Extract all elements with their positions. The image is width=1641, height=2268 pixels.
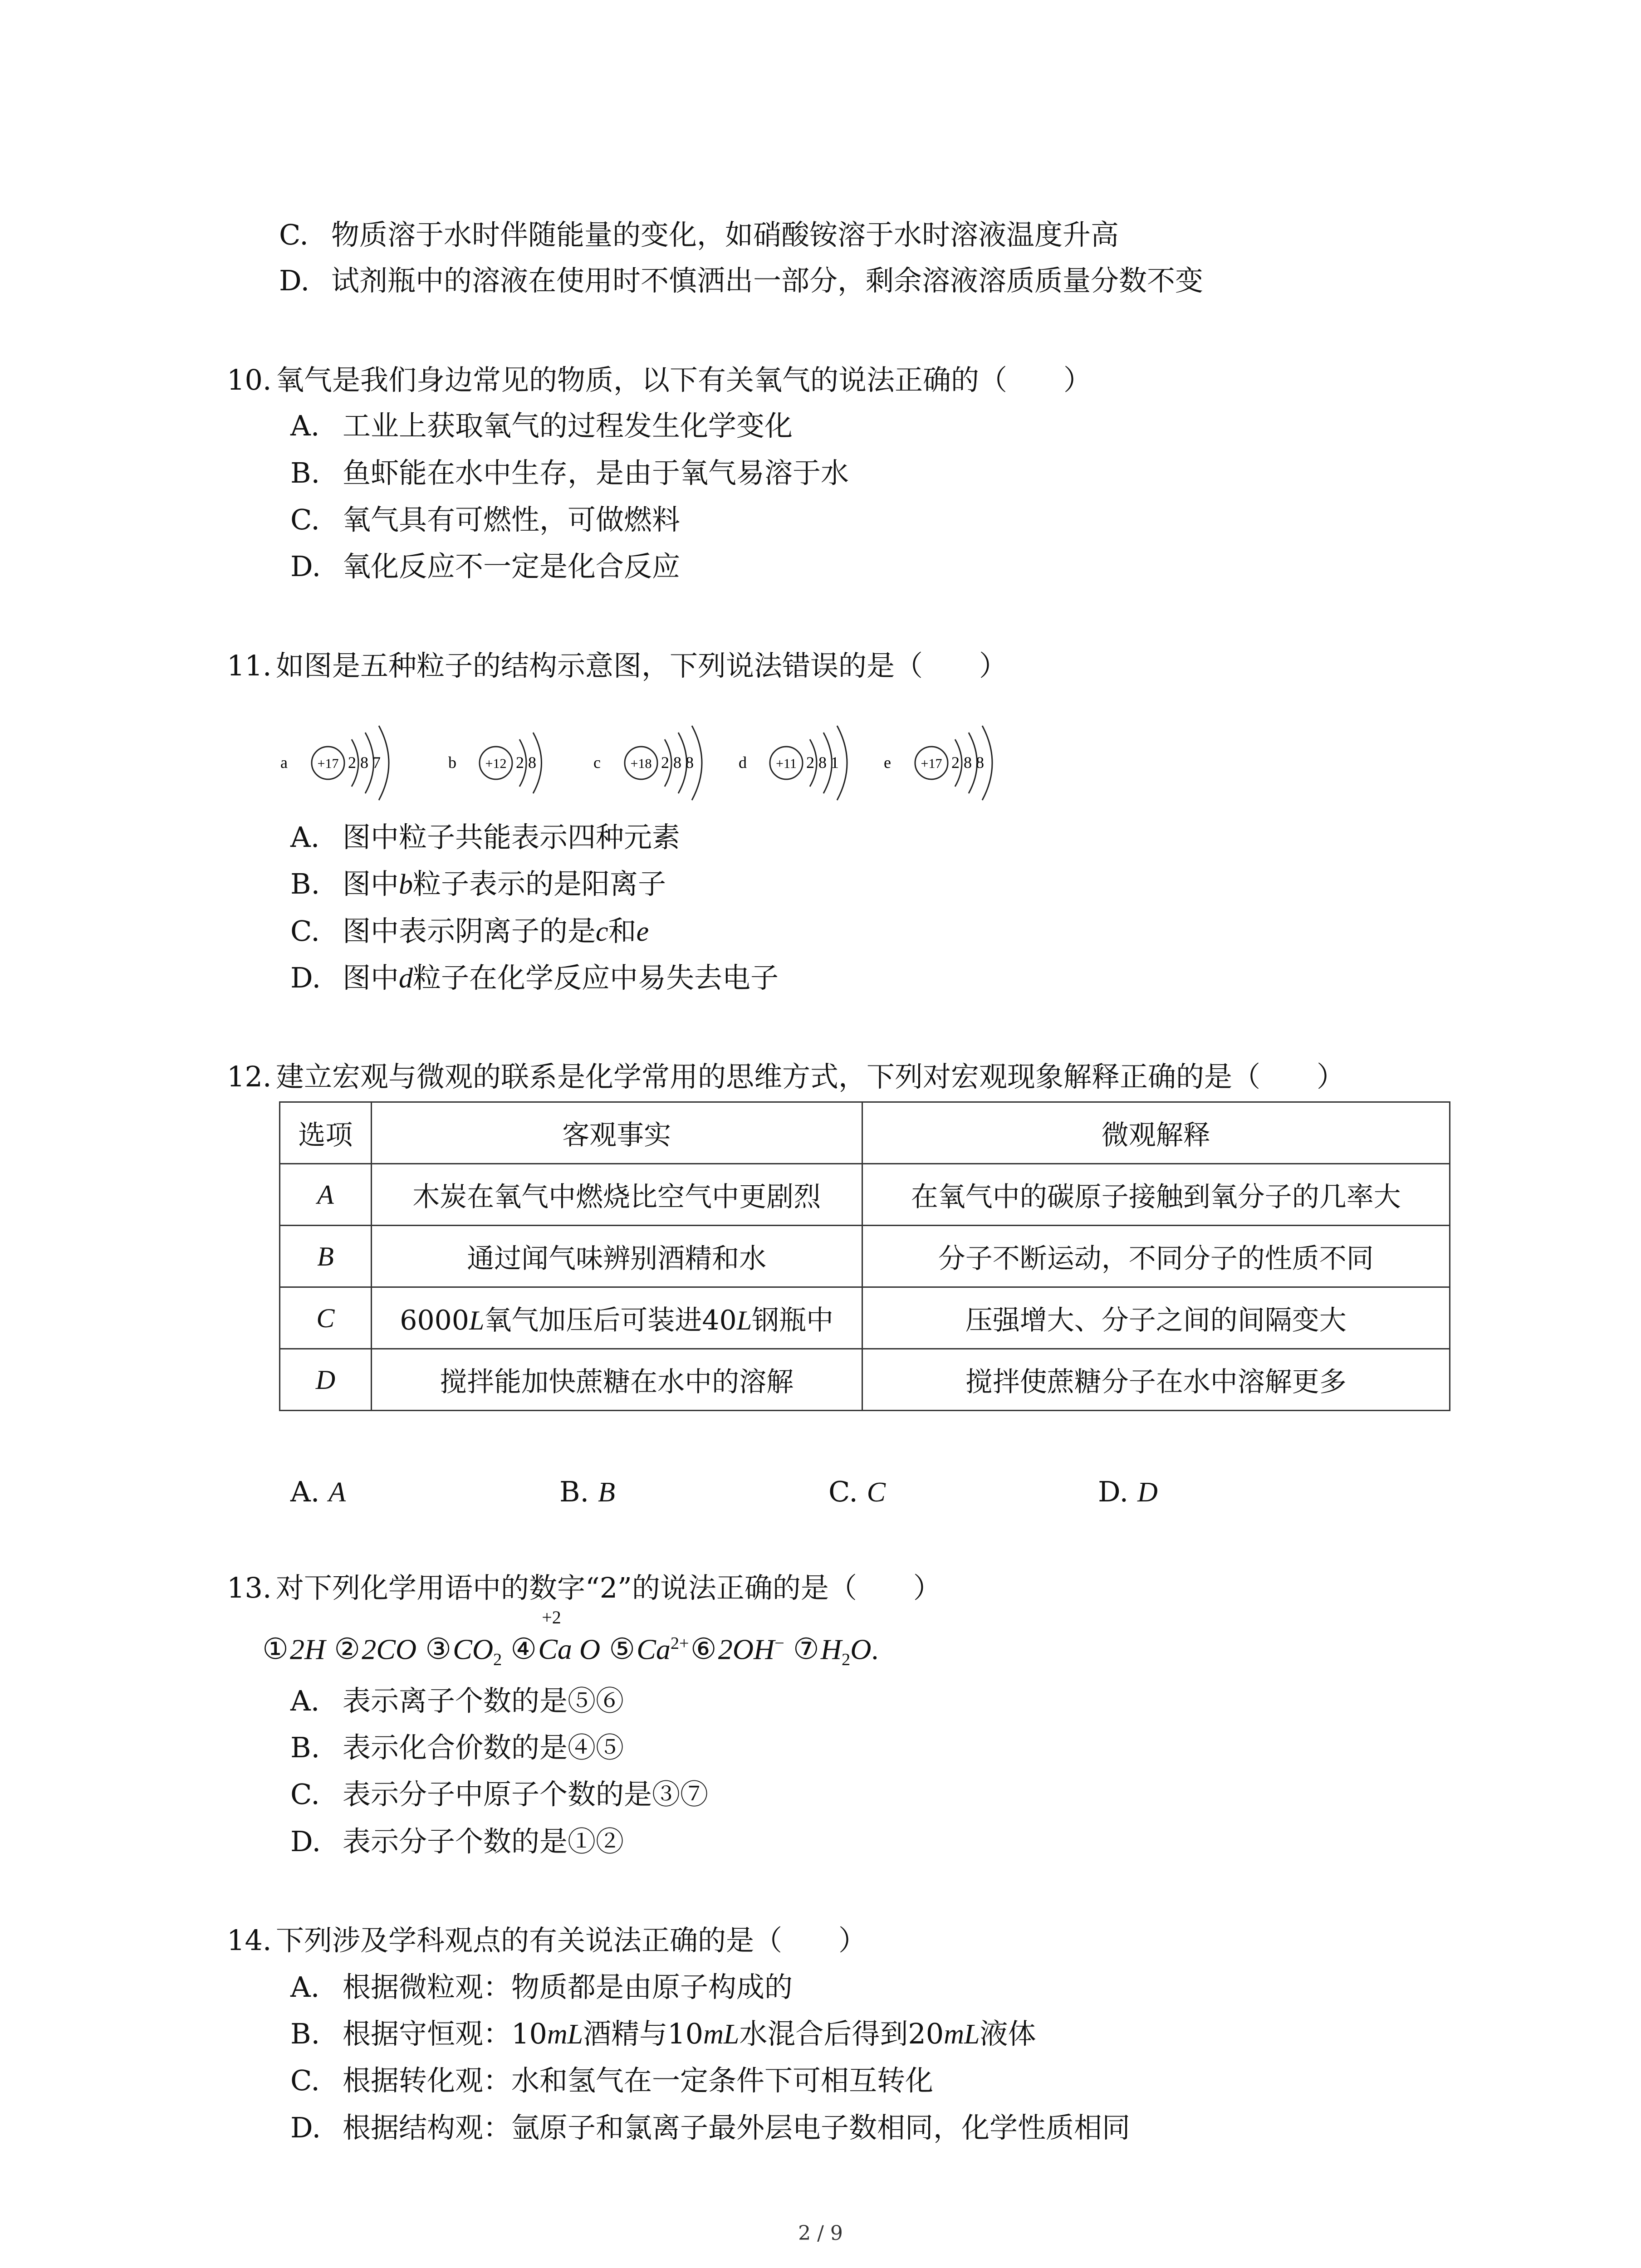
- q13-formula-line: ①2H ②2CO $③CO_2$ ④ +2 Ca O $⑤Ca^{2+}⑥2OH^-$ $⑦H_2O$.: [262, 1607, 879, 1670]
- q9-option-c: [279, 218, 1119, 251]
- q12-answer-b: [559, 1475, 615, 1509]
- page-number: 2 / 9: [798, 2222, 843, 2245]
- option-value: B: [598, 1477, 615, 1508]
- atom-c: [593, 726, 702, 800]
- q14-option-d: [290, 2111, 1131, 2144]
- option-letter: D.: [290, 550, 321, 583]
- option-value: A: [328, 1477, 346, 1508]
- option-text: 根据转化观：水和氢气在一定条件下可相互转化: [343, 2064, 934, 2097]
- shell-electrons: 2 8 8: [661, 753, 694, 772]
- atom-label: a: [280, 753, 288, 772]
- q14-stem: [227, 1926, 867, 1955]
- q11-option-a: [290, 821, 681, 854]
- table-row: [280, 1349, 1450, 1411]
- option-text: 粒子表示的是阳离子: [413, 867, 666, 900]
- nucleus-charge: +17: [921, 756, 942, 771]
- option-letter: A.: [290, 1970, 320, 2004]
- option-text: 试剂瓶中的溶液在使用时不慎洒出一部分，剩余溶液溶质质量分数不变: [331, 264, 1204, 297]
- option-text: 图中表示阴离子的是: [343, 914, 596, 948]
- option-text: 物质溶于水时伴随能量的变化，如硝酸铵溶于水时溶液温度升高: [331, 218, 1119, 251]
- variable: b: [399, 869, 413, 900]
- option-text: 图中: [343, 961, 399, 994]
- atom-b: [448, 733, 542, 793]
- shell-electrons: 2 8: [516, 753, 536, 772]
- question-number: 11.: [227, 649, 272, 682]
- question-text: 对下列化学用语中的数字“2”的说法正确的是（ ）: [276, 1571, 941, 1604]
- option-text: 氧化反应不一定是化合反应: [343, 550, 681, 583]
- q10-option-b: [290, 456, 849, 489]
- table-header-row: [280, 1102, 1450, 1164]
- nucleus-charge: +11: [776, 756, 797, 771]
- table-cell-fact: 通过闻气味辨别酒精和水: [371, 1226, 862, 1287]
- table-cell-fact: 搅拌能加快蔗糖在水中的溶解: [371, 1349, 862, 1411]
- option-letter: C.: [290, 2064, 320, 2097]
- question-number: 13.: [227, 1571, 272, 1604]
- nucleus-charge: +18: [630, 756, 652, 771]
- option-text: 和: [608, 914, 637, 948]
- q13-stem: [227, 1571, 941, 1604]
- question-text: 氧气是我们身边常见的物质，以下有关氧气的说法正确的（ ）: [276, 363, 1092, 396]
- question-number: 10.: [227, 363, 272, 396]
- q12-table: [279, 1101, 1450, 1411]
- option-text: 表示分子中原子个数的是③⑦: [343, 1778, 709, 1811]
- option-letter: B.: [290, 1731, 320, 1764]
- option-text: 表示化合价数的是④⑤: [343, 1731, 624, 1764]
- option-letter: D.: [290, 961, 321, 994]
- table-cell-fact: 木炭在氧气中燃烧比空气中更剧烈: [371, 1164, 862, 1226]
- table-cell-option: D: [280, 1349, 372, 1411]
- q14-option-b: B. 根据守恒观：10mL酒精与10mL水混合后得到20mL液体: [290, 2017, 1036, 2050]
- table-cell-explain: 搅拌使蔗糖分子在水中溶解更多: [862, 1349, 1450, 1411]
- variable: e: [636, 916, 649, 947]
- q13-option-d: [290, 1825, 624, 1858]
- question-text: 如图是五种粒子的结构示意图，下列说法错误的是（ ）: [276, 649, 1008, 682]
- question-number: 14.: [227, 1924, 272, 1957]
- option-letter: B.: [290, 2017, 320, 2050]
- option-letter: C.: [290, 914, 320, 948]
- table-row: [280, 1226, 1450, 1287]
- table-row: [280, 1164, 1450, 1226]
- table-header: 选项: [280, 1102, 372, 1164]
- q14-option-a: [290, 1970, 793, 2004]
- shell-electrons: 2 8 1: [806, 753, 839, 772]
- option-letter: A.: [290, 409, 320, 442]
- q13-option-b: [290, 1731, 624, 1764]
- q10-option-a: [290, 409, 793, 442]
- option-text: 表示离子个数的是⑤⑥: [343, 1684, 624, 1717]
- atom-a: [280, 726, 389, 800]
- question-text: 建立宏观与微观的联系是化学常用的思维方式，下列对宏观现象解释正确的是（ ）: [276, 1060, 1345, 1093]
- option-text: 图中粒子共能表示四种元素: [343, 821, 681, 854]
- option-value: C: [867, 1477, 886, 1508]
- table-cell-fact: 6000L氧气加压后可装进40L钢瓶中: [371, 1287, 862, 1349]
- option-letter: B.: [559, 1475, 589, 1508]
- table-cell-explain: 分子不断运动，不同分子的性质不同: [862, 1226, 1450, 1287]
- q14-option-c: [290, 2064, 934, 2097]
- q11-option-c: [290, 914, 649, 948]
- table-header: 客观事实: [371, 1102, 862, 1164]
- option-letter: D.: [290, 2111, 321, 2144]
- table-header: 微观解释: [862, 1102, 1450, 1164]
- option-letter: D.: [290, 1825, 321, 1858]
- option-text: 粒子在化学反应中易失去电子: [413, 961, 779, 994]
- table-cell-explain: 压强增大、分子之间的间隔变大: [862, 1287, 1450, 1349]
- option-letter: A.: [290, 1684, 320, 1717]
- atom-label: c: [593, 753, 601, 772]
- option-letter: A.: [290, 821, 320, 854]
- variable: c: [596, 916, 608, 947]
- option-text: 根据守恒观：10: [343, 2017, 547, 2050]
- option-letter: D.: [279, 264, 310, 297]
- valence-mark: +2: [542, 1607, 561, 1628]
- q9-option-d: [279, 264, 1204, 297]
- q11-option-d: [290, 961, 779, 994]
- q12-answer-d: [1098, 1475, 1158, 1509]
- atom-label: d: [739, 753, 747, 772]
- q11-stem: [227, 649, 1008, 682]
- atom-e: [884, 726, 992, 800]
- shell-electrons: 2 8 8: [951, 753, 984, 772]
- option-text: 表示分子个数的是①②: [343, 1825, 624, 1858]
- option-letter: C.: [290, 1778, 320, 1811]
- question-number: 12.: [227, 1060, 272, 1093]
- option-text: 根据微粒观：物质都是由原子构成的: [343, 1970, 793, 2004]
- q13-option-c: [290, 1780, 708, 1809]
- nucleus-charge: +17: [317, 756, 339, 771]
- option-letter: B.: [290, 867, 320, 900]
- option-letter: C.: [828, 1475, 858, 1508]
- table-row: [280, 1287, 1450, 1349]
- option-value: D: [1137, 1477, 1158, 1508]
- table-cell-option: B: [280, 1226, 372, 1287]
- nucleus-charge: +12: [485, 756, 507, 771]
- q13-option-a: [290, 1684, 624, 1717]
- atom-label: b: [448, 753, 456, 772]
- option-letter: D.: [1098, 1475, 1129, 1508]
- q10-stem: [227, 363, 1092, 396]
- q11-option-b: [290, 867, 666, 900]
- table-cell-explain: 在氧气中的碳原子接触到氧分子的几率大: [862, 1164, 1450, 1226]
- option-letter: A.: [290, 1475, 320, 1508]
- option-text: 根据结构观：氩原子和氯离子最外层电子数相同，化学性质相同: [343, 2111, 1131, 2144]
- shell-electrons: 2 8 7: [348, 753, 381, 772]
- q12-answer-c: [828, 1475, 886, 1509]
- option-text: 氧气具有可燃性，可做燃料: [343, 503, 681, 536]
- option-text: 鱼虾能在水中生存，是由于氧气易溶于水: [343, 456, 849, 489]
- q12-stem: [227, 1060, 1345, 1093]
- option-text: 图中: [343, 867, 399, 900]
- atom-label: e: [884, 753, 891, 772]
- q12-answer-a: [290, 1475, 346, 1509]
- table-cell-option: A: [280, 1164, 372, 1226]
- question-text: 下列涉及学科观点的有关说法正确的是（ ）: [276, 1924, 867, 1957]
- variable: d: [399, 963, 413, 994]
- table-cell-option: C: [280, 1287, 372, 1349]
- q10-option-d: [290, 552, 680, 581]
- option-text: 工业上获取氧气的过程发生化学变化: [343, 409, 793, 442]
- q10-option-c: [290, 503, 681, 536]
- option-letter: C.: [290, 503, 320, 536]
- option-letter: C.: [279, 218, 309, 251]
- atom-d: [739, 726, 847, 800]
- atom-structure-figure: [272, 701, 1043, 819]
- option-letter: B.: [290, 456, 320, 489]
